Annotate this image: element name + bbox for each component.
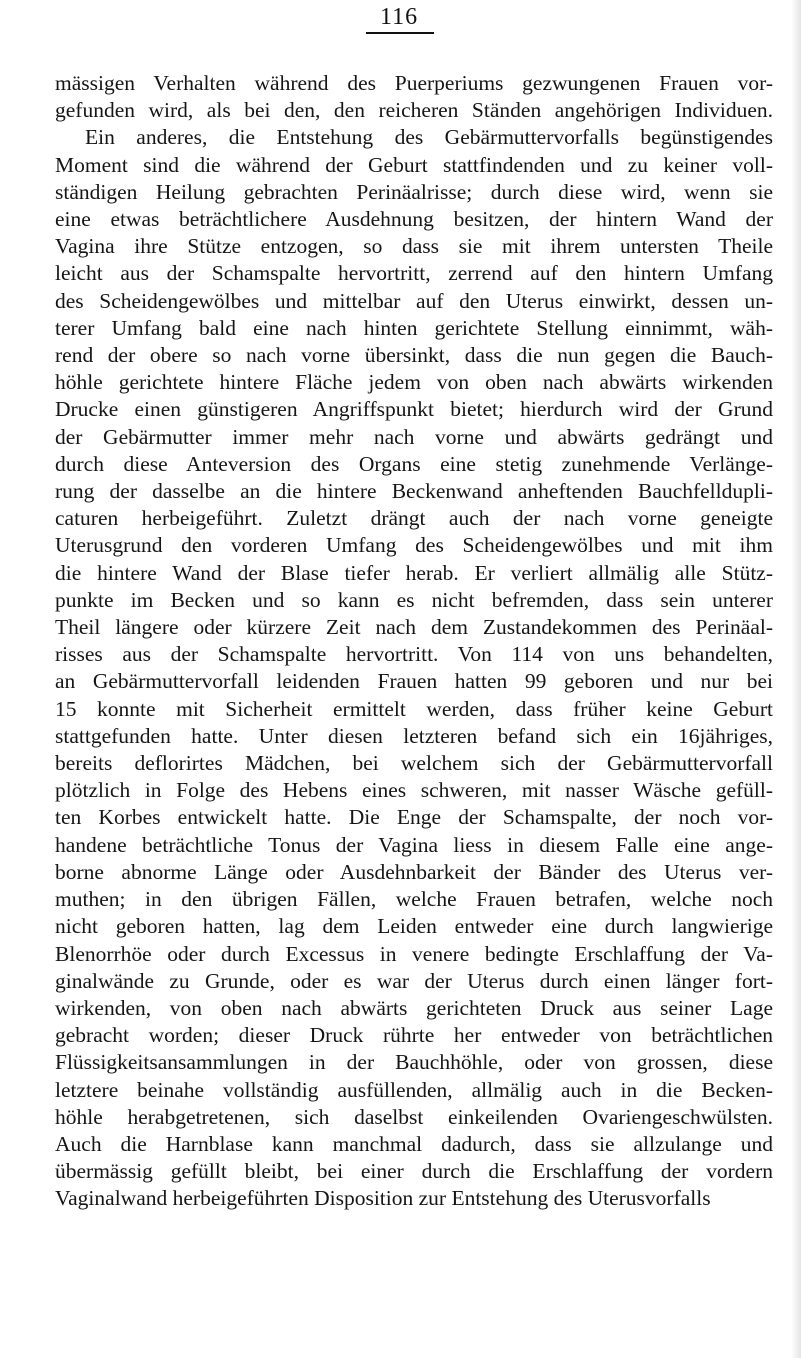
- text-line: 15 konnte mit Sicherheit ermittelt werden, dass früher keine Geburt: [55, 696, 773, 721]
- text-line: höhle gerichtete hintere Fläche jedem von oben nach abwärts wirkenden: [55, 370, 773, 395]
- text-line: Flüssigkeitsansammlungen in der Bauchhöhle, oder von grossen, diese: [55, 1050, 773, 1075]
- text-line: gefunden wird, als bei den, den reicheren Ständen angehörigen Individuen.: [55, 98, 773, 123]
- page-number: 116: [380, 4, 419, 30]
- text-line: gebracht worden; dieser Druck rührte her entweder von beträchtlichen: [55, 1023, 773, 1048]
- text-line: der Gebärmutter immer mehr nach vorne und abwärts gedrängt und: [55, 424, 773, 449]
- text-line: die hintere Wand der Blase tiefer herab. Er verliert allmälig alle Stütz-: [55, 560, 773, 585]
- text-line: eine etwas beträchtlichere Ausdehnung besitzen, der hintern Wand der: [55, 207, 773, 232]
- text-line: letztere beinahe vollständig ausfüllenden, allmälig auch in die Becken-: [55, 1077, 773, 1102]
- page-number-rule: [366, 32, 434, 34]
- text-line: übermässig gefüllt bleibt, bei einer durch die Erschlaffung der vordern: [55, 1159, 773, 1184]
- text-line: Ein anderes, die Entstehung des Gebärmuttervorfalls begünstigendes: [85, 125, 773, 150]
- text-line: Moment sind die während der Geburt stattfindenden und zu keiner voll-: [55, 152, 773, 177]
- text-line: rend der obere so nach vorne übersinkt, dass die nun gegen die Bauch-: [55, 343, 773, 368]
- text-line: terer Umfang bald eine nach hinten gerichtete Stellung einnimmt, wäh-: [55, 315, 773, 340]
- text-line: Auch die Harnblase kann manchmal dadurch, dass sie allzulange und: [55, 1131, 773, 1156]
- text-line: Drucke einen günstigeren Angriffspunkt bietet; hierdurch wird der Grund: [55, 397, 773, 422]
- text-line: risses aus der Schamspalte hervortritt. Von 114 von uns behandelten,: [55, 642, 773, 667]
- text-line: Blenorrhöe oder durch Excessus in venere bedingte Erschlaffung der Va-: [55, 941, 773, 966]
- text-line: ginalwände zu Grunde, oder es war der Uterus durch einen länger fort-: [55, 968, 773, 993]
- text-line: wirkenden, von oben nach abwärts gerichteten Druck aus seiner Lage: [55, 995, 773, 1020]
- text-line: rung der dasselbe an die hintere Beckenwand anheftenden Bauchfelldupli-: [55, 479, 773, 504]
- text-line: plötzlich in Folge des Hebens eines schweren, mit nasser Wäsche gefüll-: [55, 778, 773, 803]
- text-line: handene beträchtliche Tonus der Vagina liess in diesem Falle eine ange-: [55, 832, 773, 857]
- text-line: stattgefunden hatte. Unter diesen letzteren befand sich ein 16jähriges,: [55, 723, 773, 748]
- text-line: muthen; in den übrigen Fällen, welche Frauen betrafen, welche noch: [55, 887, 773, 912]
- text-line: höhle herabgetretenen, sich daselbst einkeilenden Ovariengeschwülsten.: [55, 1104, 773, 1129]
- text-line: ständigen Heilung gebrachten Perinäalrisse; durch diese wird, wenn sie: [55, 179, 773, 204]
- text-line: durch diese Anteversion des Organs eine stetig zunehmende Verlänge-: [55, 451, 773, 476]
- text-line: punkte im Becken und so kann es nicht befremden, dass sein unterer: [55, 587, 773, 612]
- text-line: bereits deflorirtes Mädchen, bei welchem sich der Gebärmuttervorfall: [55, 751, 773, 776]
- text-line: mässigen Verhalten während des Puerperiums gezwungenen Frauen vor-: [55, 71, 773, 95]
- text-line: Uterusgrund den vorderen Umfang des Scheidengewölbes und mit ihm: [55, 533, 773, 558]
- text-line: nicht geboren hatten, lag dem Leiden entweder eine durch langwierige: [55, 914, 773, 939]
- text-line: Vaginalwand herbeigeführten Disposition zur Entstehung des Uterusvorfalls: [55, 1186, 711, 1211]
- text-line: borne abnorme Länge oder Ausdehnbarkeit der Bänder des Uterus ver-: [55, 859, 773, 884]
- text-line: leicht aus der Schamspalte hervortritt, zerrend auf den hintern Umfang: [55, 261, 773, 286]
- text-line: Vagina ihre Stütze entzogen, so dass sie mit ihrem untersten Theile: [55, 234, 773, 259]
- page-edge-shadow: [791, 0, 801, 1358]
- text-line: ten Korbes entwickelt hatte. Die Enge der Schamspalte, der noch vor-: [55, 805, 773, 830]
- body-text: [55, 70, 773, 1213]
- text-line: caturen herbeigeführt. Zuletzt drängt auch der nach vorne geneigte: [55, 506, 773, 531]
- text-line: an Gebärmuttervorfall leidenden Frauen hatten 99 geboren und nur bei: [55, 669, 773, 694]
- text-line: Theil längere oder kürzere Zeit nach dem Zustandekommen des Perinäal-: [55, 615, 773, 640]
- text-line: des Scheidengewölbes und mittelbar auf den Uterus einwirkt, dessen un-: [55, 288, 773, 313]
